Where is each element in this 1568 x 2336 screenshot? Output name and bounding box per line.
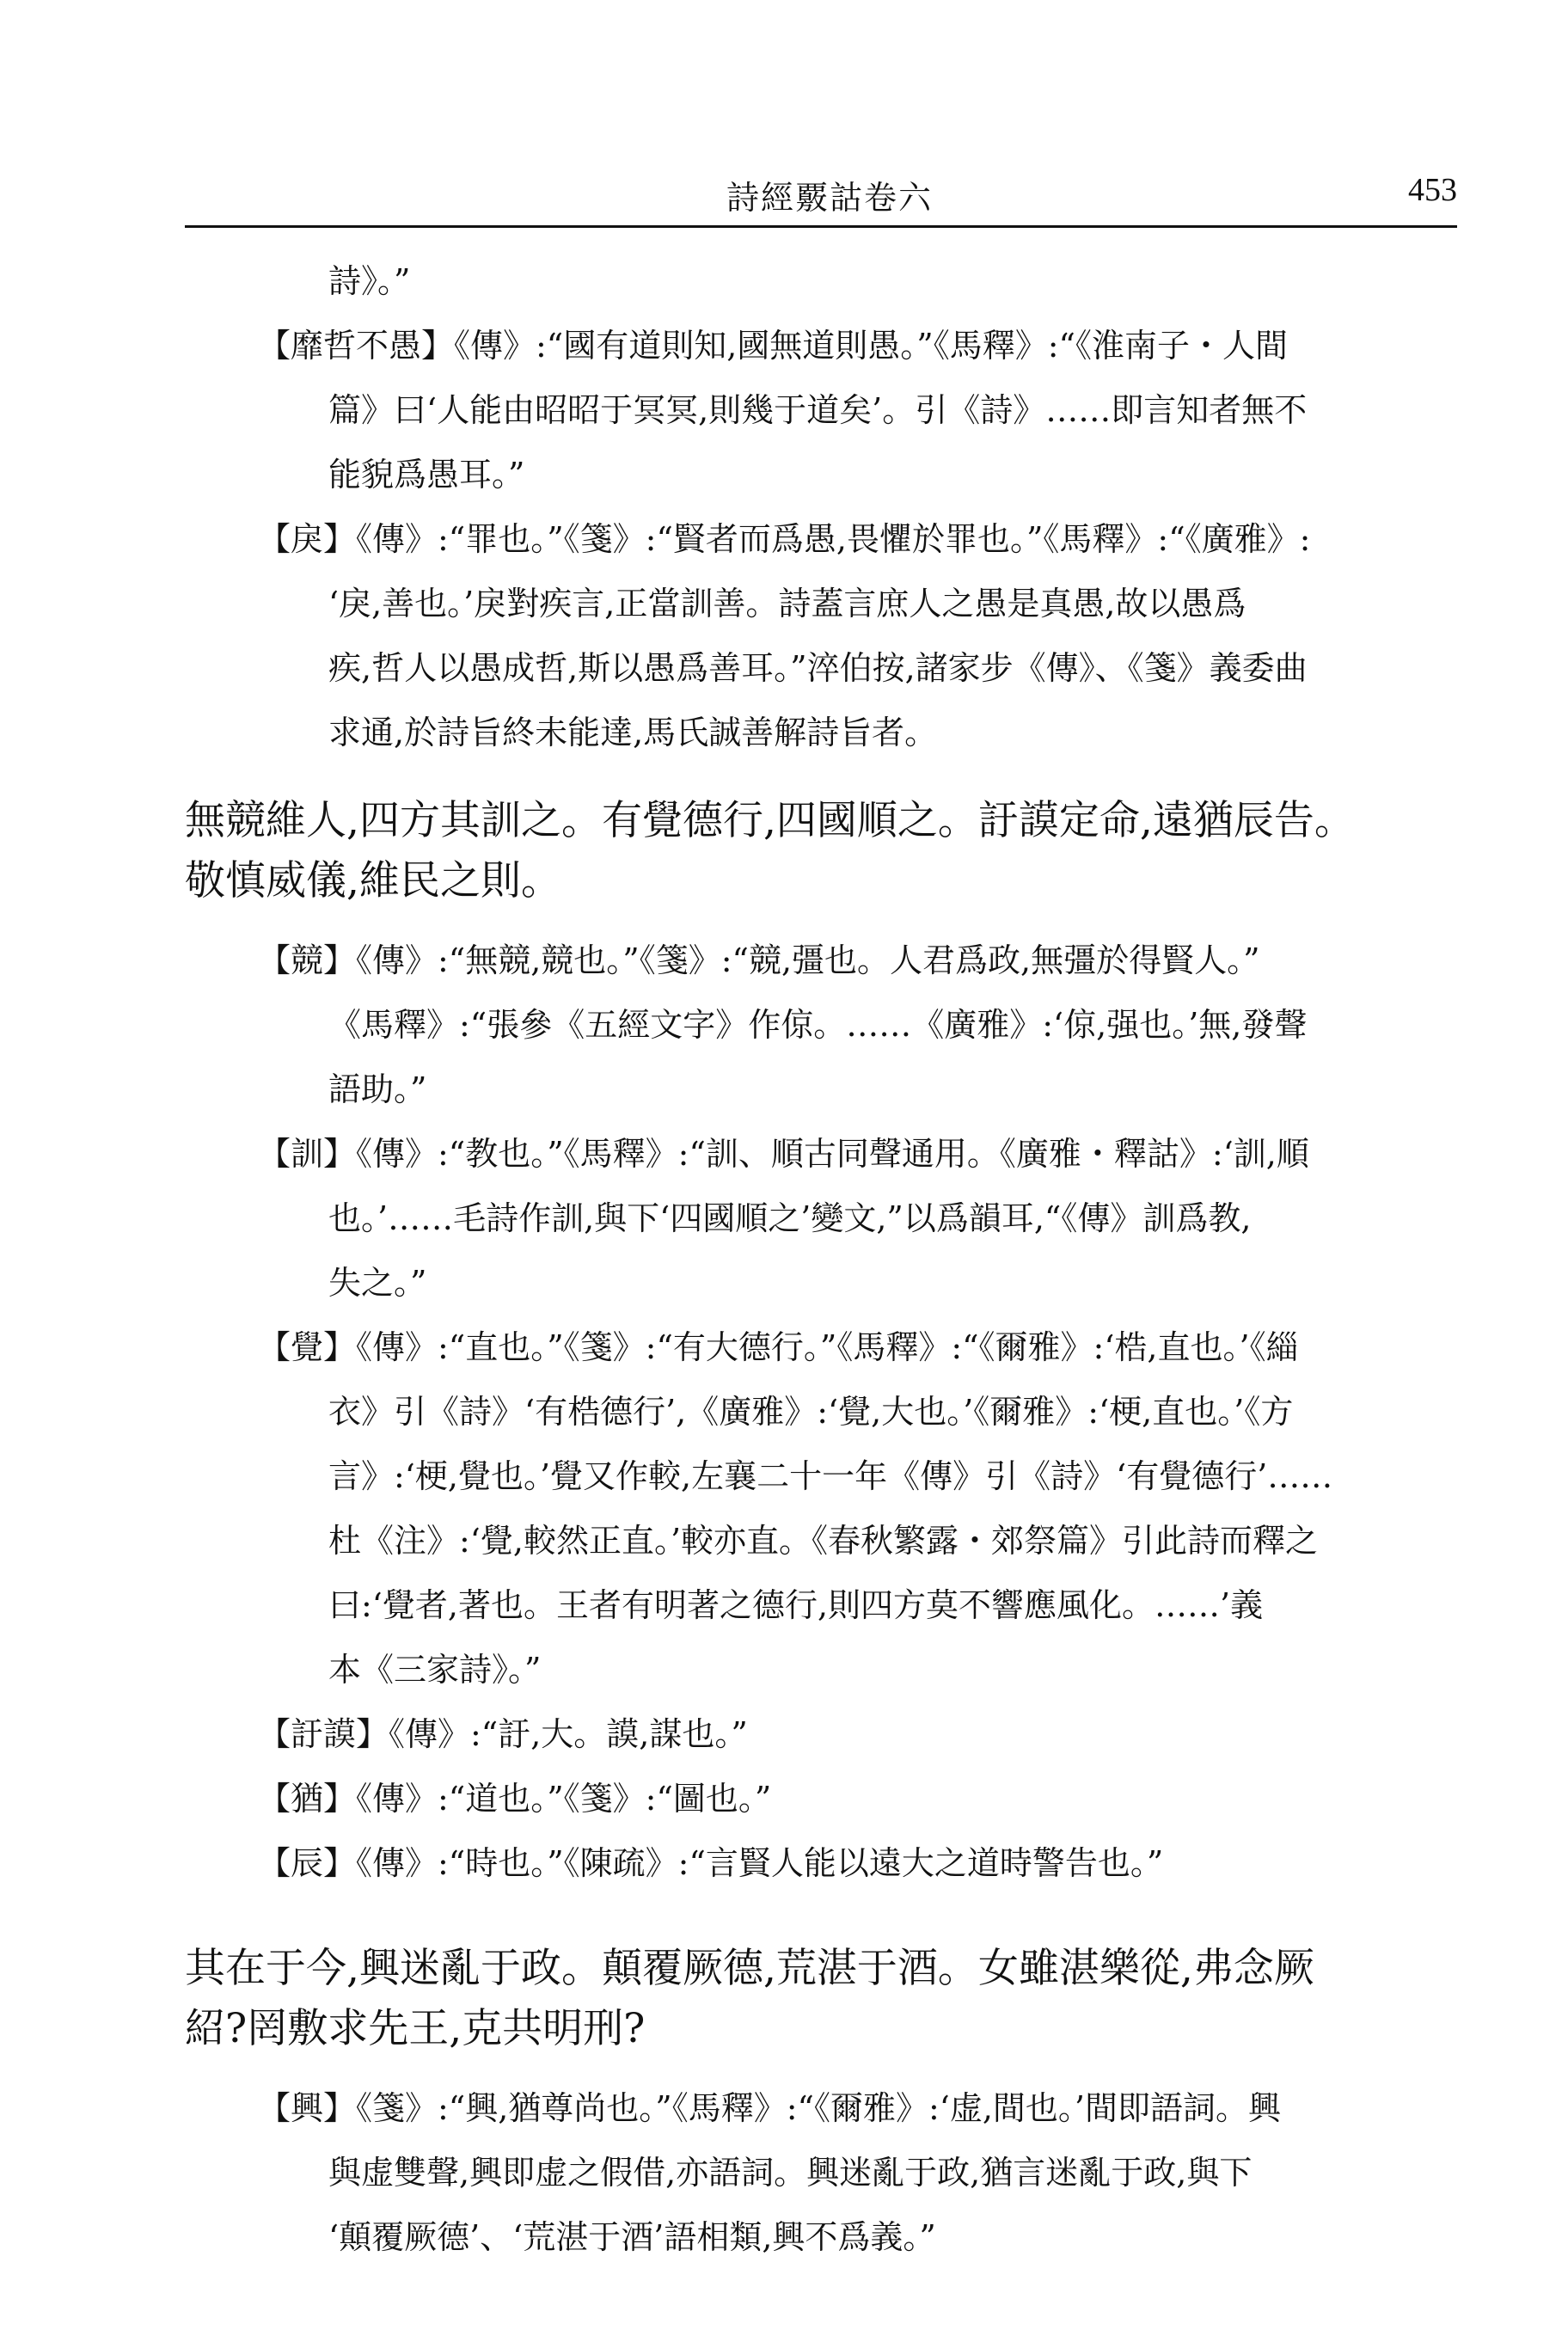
note-line: 本《三家詩》。” [328,1651,542,1689]
note-line: 【辰】《傳》:“時也。”《陳疏》:“言賢人能以遠大之道時警告也。” [258,1844,1164,1882]
note-line: 求通,於詩旨終未能達,馬氏誠善解詩旨者。 [328,714,938,751]
commentary-note [258,1702,1461,1767]
commentary-note [258,1122,1461,1315]
note-line: 《馬釋》:“張參《五經文字》作倞。……《廣雅》:‘倞,强也。’無,發聲 [328,1006,1308,1044]
commentary-note [258,2076,1461,2270]
note-line: 篇》曰‘人能由昭昭于冥冥,則幾于道矣’。引《詩》……即言知者無不 [328,391,1308,429]
note-line: ‘戾,善也。’戾對疾言,正當訓善。詩蓋言庶人之愚是真愚,故以愚爲 [328,585,1246,622]
page-number: 453 [1408,172,1457,208]
note-line: 與虚雙聲,興即虚之假借,亦語詞。興迷亂于政,猶言迷亂于政,與下 [328,2154,1253,2192]
note-line: 也。’……毛詩作訓,與下‘四國順之’變文,”以爲韻耳,“《傳》訓爲教, [328,1199,1252,1237]
note-line: 詩》。” [328,262,411,300]
commentary-note [258,1315,1461,1702]
commentary-note [258,507,1461,765]
commentary-note [258,249,1461,314]
note-line: 曰:‘覺者,著也。王者有明著之德行,則四方莫不響應風化。……’義 [328,1586,1264,1624]
note-line: 【訏謨】《傳》:“訏,大。謨,謀也。” [258,1715,748,1753]
note-line: 【覺】《傳》:“直也。”《箋》:“有大德行。”《馬釋》:“《爾雅》:‘梏,直也。’《緇 [258,1328,1299,1366]
commentary-note [258,929,1461,1122]
note-line: 杜《注》:‘覺,較然正直。’較亦直。《春秋繁露・郊祭篇》引此詩而釋之 [328,1522,1319,1560]
note-line: 疾,哲人以愚成哲,斯以愚爲善耳。”淬伯按,諸家步《傳》、《箋》義委曲 [328,649,1308,687]
commentary-note [258,314,1461,507]
note-line: 衣》引《詩》‘有梏德行’,《廣雅》:‘覺,大也。’《爾雅》:‘梗,直也。’《方 [328,1393,1294,1431]
note-line: 失之。” [328,1264,427,1302]
note-line: 【猶】《傳》:“道也。”《箋》:“圖也。” [258,1780,772,1818]
commentary-note [258,1767,1461,1831]
verse-block [185,1939,1474,2059]
verse-line: 無競維人,四方其訓之。有覺德行,四國順之。訏謨定命,遠猶辰告。 [185,797,1355,844]
verse-line: 其在于今,興迷亂于政。顛覆厥德,荒湛于酒。女雖湛樂從,弗念厥 [185,1945,1314,1992]
header-rule [185,225,1457,228]
commentary-note [258,1831,1461,1896]
verse-line: 紹?罔敷求先王,克共明刑? [185,2005,646,2052]
note-line: 能貌爲愚耳。” [328,456,525,494]
note-line: 【戾】《傳》:“罪也。”《箋》:“賢者而爲愚,畏懼於罪也。”《馬釋》:“《廣雅》: [258,520,1311,558]
page-header [185,159,1457,219]
note-line: 語助。” [328,1070,427,1108]
note-line: 【興】《箋》:“興,猶尊尚也。”《馬釋》:“《爾雅》:‘虚,間也。’間即語詞。興 [258,2089,1282,2127]
verse-block [185,791,1474,911]
note-line: ‘顛覆厥德’、‘荒湛于酒’語相類,興不爲義。” [328,2218,936,2256]
running-title: 詩經覈詁卷六 [726,179,934,217]
note-line: 【競】《傳》:“無競,競也。”《箋》:“競,彊也。人君爲政,無彊於得賢人。” [258,941,1260,979]
verse-line: 敬慎威儀,維民之則。 [185,857,561,904]
note-line: 言》:‘梗,覺也。’覺又作較,左襄二十一年《傳》引《詩》‘有覺德行’…… [328,1457,1333,1495]
note-line: 【訓】《傳》:“教也。”《馬釋》:“訓、順古同聲通用。《廣雅・釋詁》:‘訓,順 [258,1135,1309,1173]
note-line: 【靡哲不愚】《傳》:“國有道則知,國無道則愚。”《馬釋》:“《淮南子・人間 [258,327,1288,365]
